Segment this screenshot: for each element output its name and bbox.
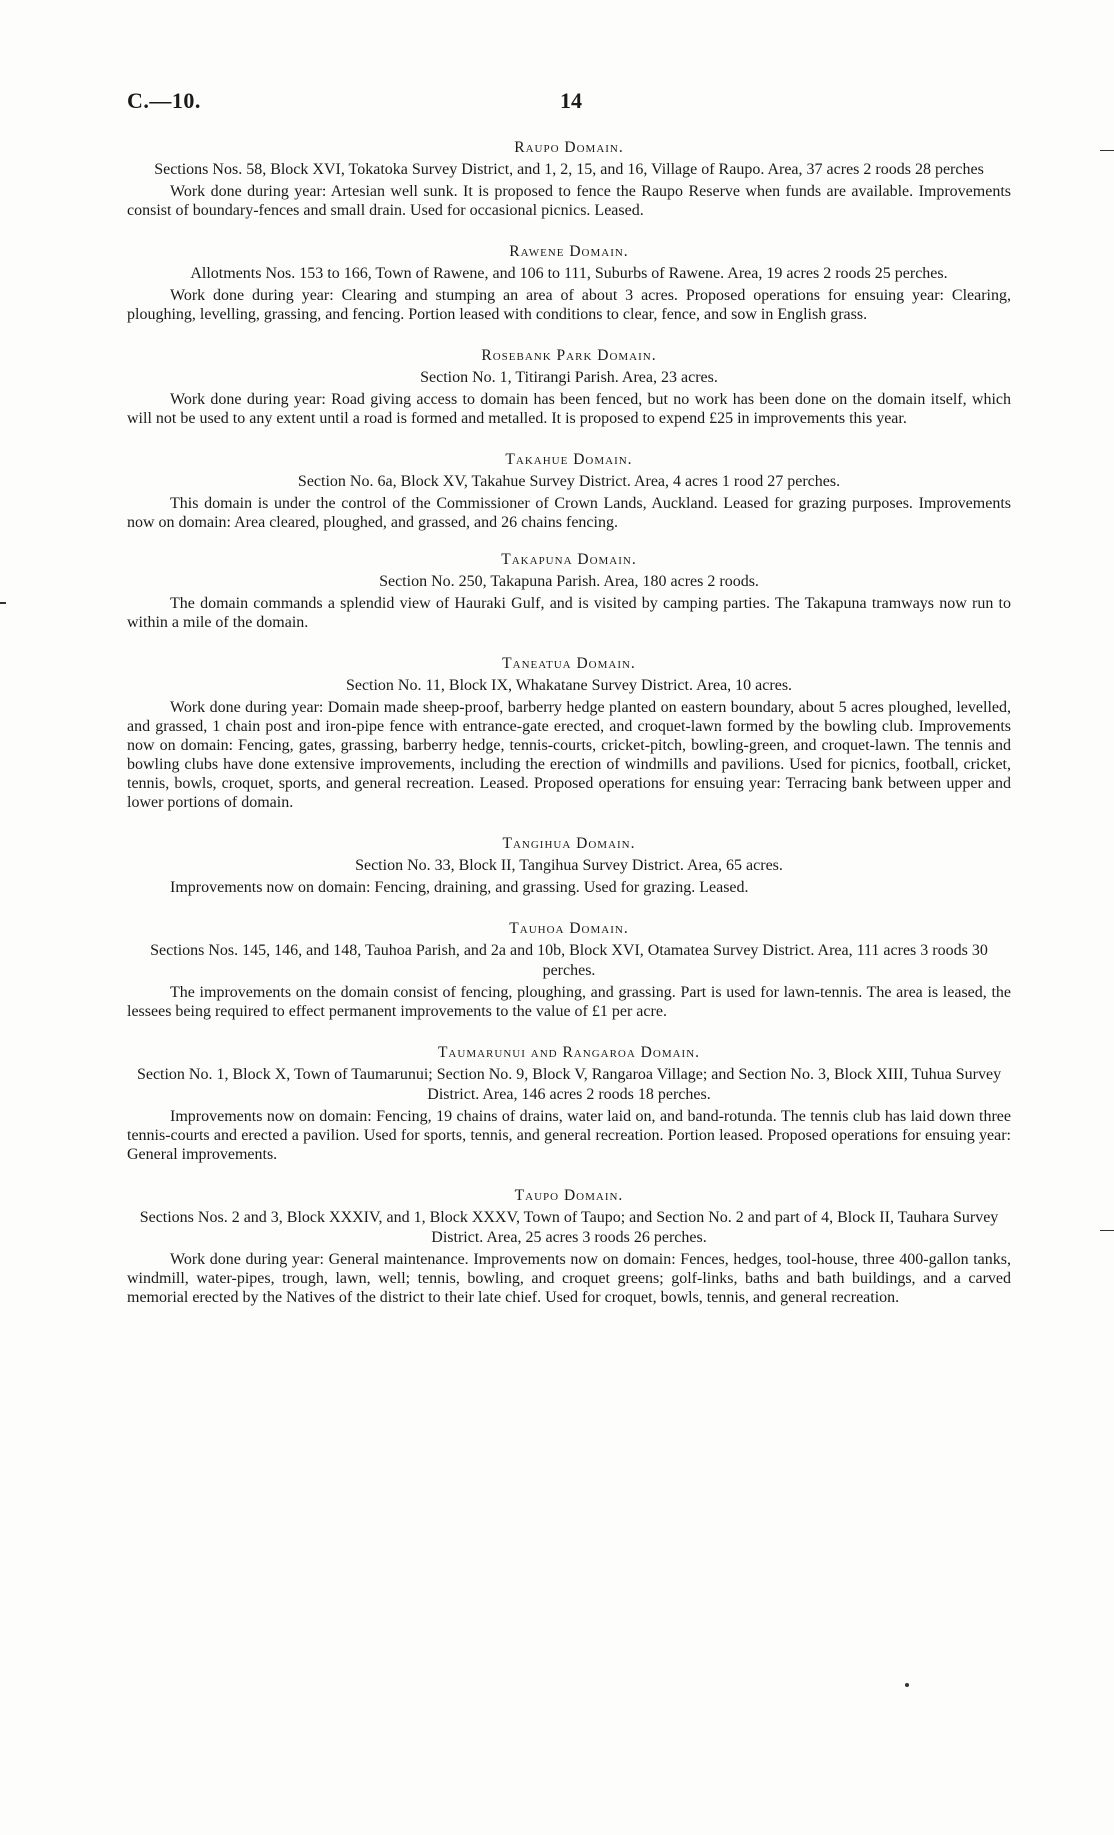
section-body: Work done during year: Road giving access to domain has been fenced, but no work has been done on the domain itself, which will not be used to any extent until a road is formed and metalled. It is proposed to expend £25 in improvements this year. (127, 391, 1011, 427)
section-body: This domain is under the control of the Commissioner of Crown Lands, Auckland. Leased for grazing purposes. Improvements now on domain: Area cleared, ploughed, and grassed, and 26 chains fencing. (127, 495, 1011, 531)
margin-mark (1100, 150, 1114, 151)
section-subtitle: Section No. 250, Takapuna Parish. Area, 180 acres 2 roods. (379, 573, 759, 590)
document-reference: C.—10. (127, 88, 201, 113)
section-body: Improvements now on domain: Fencing, draining, and grassing. Used for grazing. Leased. (170, 879, 749, 896)
section-title: Takahue Domain. (505, 451, 633, 468)
page-number: 14 (560, 88, 582, 113)
domain-section-taupo (127, 1186, 1011, 1307)
domain-section-taumarunui-rangaroa (127, 1043, 1011, 1164)
domain-section-tauhoa (127, 919, 1011, 1021)
domain-section-rosebank-park (127, 346, 1011, 428)
domain-section-rawene (127, 242, 1011, 324)
section-subtitle: Section No. 33, Block II, Tangihua Survey District. Area, 65 acres. (355, 857, 783, 874)
domain-section-takapuna (127, 550, 1011, 632)
domain-section-takahue (127, 450, 1011, 532)
section-subtitle: Section No. 6a, Block XV, Takahue Survey District. Area, 4 acres 1 rood 27 perches. (297, 473, 841, 490)
section-title: Takapuna Domain. (501, 551, 637, 568)
section-title: Rosebank Park Domain. (481, 347, 657, 364)
section-subtitle: Sections Nos. 58, Block XVI, Tokatoka Survey District, and 1, 2, 15, and 16, Village of Raupo. Area, 37 acres 2 roods 28 perches (154, 161, 984, 178)
domain-section-tangihua (127, 834, 1011, 897)
section-title: Tauhoa Domain. (509, 920, 629, 937)
margin-mark (905, 1683, 909, 1687)
section-subtitle: Section No. 1, Titirangi Parish. Area, 23 acres. (420, 369, 718, 386)
section-title: Rawene Domain. (509, 243, 629, 260)
section-body: Work done during year: Domain made sheep-proof, barberry hedge planted on eastern boundary, about 5 acres ploughed, levelled, and grassed, 1 chain post and iron-pipe fence with entrance-gate erected, and croquet-lawn formed by the bowling club. Improvements now on domain: Fencing, gates, grassing, barberry hedge, tennis-courts, cricket-pitch, bowling-green, and croquet-lawn. The tennis and bowling clubs have done extensive improvements, including the erection of windmills and pavilions. Used for picnics, football, cricket, tennis, bowls, croquet, sports, and general recreation. Leased. Proposed operations for ensuing year: Terracing bank between upper and lower portions of domain. (127, 699, 1011, 811)
section-body: Work done during year: General maintenance. Improvements now on domain: Fences, hedges, tool-house, three 400-gallon tanks, windmill, water-pipes, trough, lawn, well; tennis, bowling, and croquet greens; golf-links, baths and bath buildings, and a carved memorial erected by the Natives of the district to their late chief. Used for croquet, bowls, tennis, and general recreation. (127, 1251, 1011, 1306)
section-body: The improvements on the domain consist of fencing, ploughing, and grassing. Part is used for lawn-tennis. The area is leased, the lessees being required to effect permanent improvements to the value of £1 per acre. (127, 984, 1011, 1020)
section-subtitle: Allotments Nos. 153 to 166, Town of Rawene, and 106 to 111, Suburbs of Rawene. Area, 19 acres 2 roods 25 perches. (190, 265, 948, 282)
section-title: Taneatua Domain. (502, 655, 636, 672)
section-title: Raupo Domain. (514, 139, 624, 156)
section-subtitle: Section No. 1, Block X, Town of Taumarunui; Section No. 9, Block V, Rangaroa Village; and Section No. 3, Block XIII, Tuhua Survey District. Area, 146 acres 2 roods 18 perches. (136, 1066, 1002, 1103)
page-content (127, 138, 1011, 1329)
section-body: The domain commands a splendid view of Hauraki Gulf, and is visited by camping parties. The Takapuna tramways now run to within a mile of the domain. (127, 595, 1011, 631)
section-title: Taupo Domain. (514, 1187, 624, 1204)
domain-section-taneatua (127, 654, 1011, 812)
section-subtitle: Section No. 11, Block IX, Whakatane Survey District. Area, 10 acres. (345, 677, 793, 694)
domain-section-raupo (127, 138, 1011, 220)
section-body: Work done during year: Artesian well sunk. It is proposed to fence the Raupo Reserve when funds are available. Improvements consist of boundary-fences and small drain. Used for occasional picnics. Leased. (127, 183, 1011, 219)
margin-mark (0, 602, 6, 604)
section-title: Taumarunui and Rangaroa Domain. (437, 1044, 701, 1061)
margin-mark (1100, 1230, 1114, 1231)
section-body: Work done during year: Clearing and stumping an area of about 3 acres. Proposed operations for ensuing year: Clearing, ploughing, levelling, grassing, and fencing. Portion leased with conditions to clear, fence, and sow in English grass. (127, 287, 1011, 323)
section-subtitle: Sections Nos. 145, 146, and 148, Tauhoa Parish, and 2a and 10b, Block XVI, Otamatea Survey District. Area, 111 acres 3 roods 30 perches. (150, 942, 988, 979)
section-body: Improvements now on domain: Fencing, 19 chains of drains, water laid on, and band-rotunda. The tennis club has laid down three tennis-courts and erected a pavilion. Used for sports, tennis, and general recreation. Portion leased. Proposed operations for ensuing year: General improvements. (127, 1108, 1011, 1163)
section-subtitle: Sections Nos. 2 and 3, Block XXXIV, and 1, Block XXXV, Town of Taupo; and Section No. 2 and part of 4, Block II, Tauhara Survey District. Area, 25 acres 3 roods 26 perches. (139, 1209, 999, 1246)
section-title: Tangihua Domain. (502, 835, 636, 852)
